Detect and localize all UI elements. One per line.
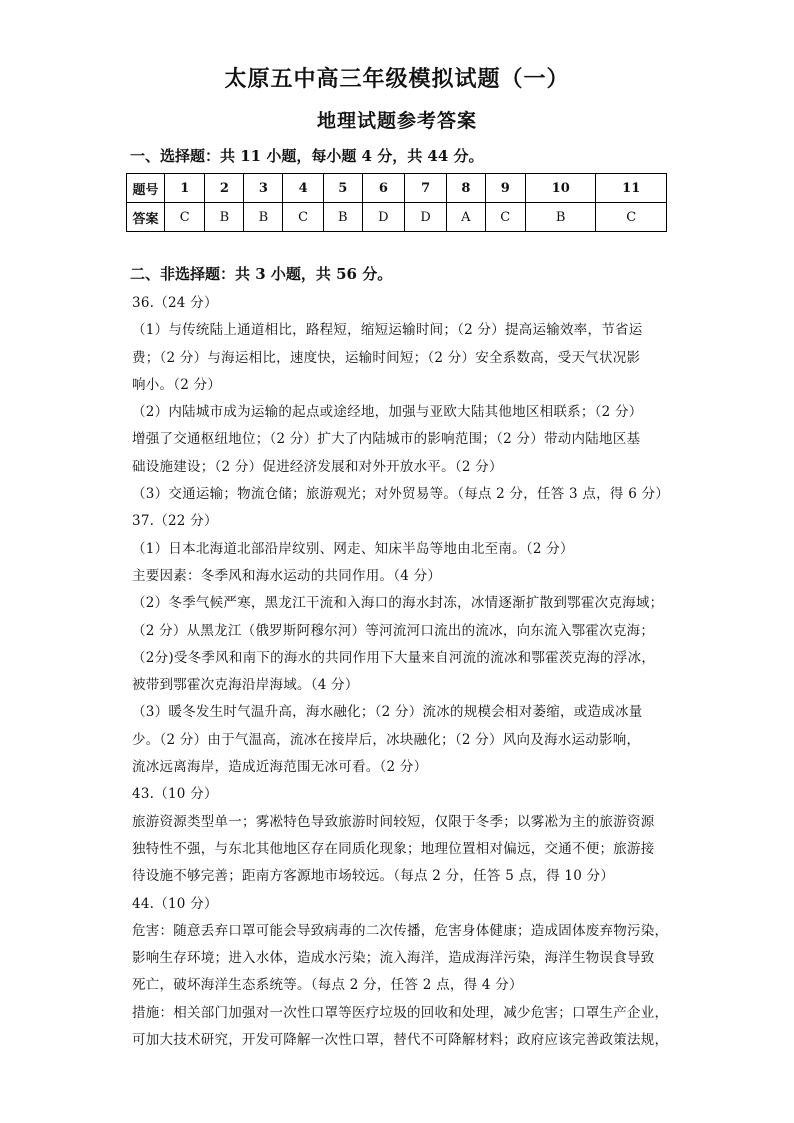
answer-text-line: 础设施建设；（2 分）促进经济发展和对外开放水平。（2 分） bbox=[132, 458, 503, 475]
answer-text-line: （2）内陆城市成为运输的起点或途经地，加强与亚欧大陆其他地区相联系；（2 分） bbox=[132, 404, 643, 421]
row-label-answer: 答案 bbox=[127, 203, 165, 232]
answer-text-line: （2分)受冬季风和南下的海水的共同作用下大量来自河流的流冰和鄂霍茨克海的浮冰， bbox=[132, 649, 656, 666]
answer-text-line: 独特性不强，与东北其他地区存在同质化现象；地理位置相对偏远，交通不便；旅游接 bbox=[132, 840, 655, 857]
answer-cell: C bbox=[283, 203, 323, 232]
answer-text-line: 死亡，破坏海洋生态系统等。（每点 2 分，任答 2 点，得 4 分） bbox=[132, 977, 523, 994]
answer-cell: D bbox=[362, 203, 404, 232]
question-number-cell: 7 bbox=[405, 174, 447, 203]
answer-text-line: （3）暖冬发生时气温升高，海水融化；（2 分）流冰的规模会相对萎缩，或造成冰量 bbox=[132, 704, 643, 721]
section-heading-free-response: 二、非选择题：共 3 小题，共 56 分。 bbox=[130, 265, 393, 283]
answer-cell: C bbox=[485, 203, 525, 232]
answer-text-line: 43.（10 分） bbox=[132, 786, 218, 803]
question-number-cell: 2 bbox=[205, 174, 244, 203]
answer-text-line: 费；（2 分）与海运相比，速度快，运输时间短；（2 分）安全系数高，受天气状况影 bbox=[132, 349, 641, 366]
answer-body-text bbox=[132, 290, 672, 1054]
answer-text-line: 待设施不够完善；距南方客源地市场较远。（每点 2 分，任答 5 点，得 10 分） bbox=[132, 868, 615, 885]
answer-text-line: 旅游资源类型单一；雾凇特色导致旅游时间较短，仅限于冬季；以雾凇为主的旅游资源 bbox=[132, 813, 655, 830]
answer-text-line: 主要因素：冬季风和海水运动的共同作用。（4 分） bbox=[132, 567, 442, 584]
answer-cell: C bbox=[165, 203, 205, 232]
question-number-cell: 6 bbox=[362, 174, 404, 203]
answer-cell: B bbox=[205, 203, 244, 232]
answer-text-line: 增强了交通枢纽地位；（2 分）扩大了内陆城市的影响范围；（2 分）带动内陆地区基 bbox=[132, 431, 641, 448]
answer-cell: D bbox=[405, 203, 447, 232]
answer-text-line: 37.（22 分） bbox=[132, 513, 218, 530]
answer-text-line: 可加大技术研究，开发可降解一次性口罩，替代不可降解材料；政府应该完善政策法规， bbox=[132, 1032, 669, 1049]
question-number-cell: 11 bbox=[596, 174, 667, 203]
answer-text-line: 少。（2 分）由于气温高，流冰在接岸后，冰块融化；（2 分）风向及海水运动影响， bbox=[132, 731, 641, 748]
answer-text-line: 44.（10 分） bbox=[132, 895, 218, 912]
answer-table bbox=[126, 173, 667, 232]
answer-text-line: 响小。（2 分） bbox=[132, 376, 222, 393]
question-number-cell: 5 bbox=[323, 174, 362, 203]
answer-cell: B bbox=[244, 203, 283, 232]
answer-text-line: （3）交通运输；物流仓储；旅游观光；对外贸易等。（每点 2 分，任答 3 点，得 6 分） bbox=[132, 486, 670, 503]
answer-text-line: 措施：相关部门加强对一次性口罩等医疗垃圾的回收和处理，减少危害；口罩生产企业， bbox=[132, 1004, 669, 1021]
question-number-cell: 1 bbox=[165, 174, 205, 203]
question-number-cell: 8 bbox=[447, 174, 485, 203]
document-subtitle: 地理试题参考答案 bbox=[316, 110, 477, 132]
answer-cell: A bbox=[447, 203, 485, 232]
question-number-row bbox=[127, 174, 667, 203]
answer-cell: C bbox=[596, 203, 667, 232]
answer-text-line: 危害：随意丢弃口罩可能会导致病毒的二次传播，危害身体健康；造成固体废弃物污染， bbox=[132, 922, 669, 939]
answer-cell: B bbox=[323, 203, 362, 232]
answer-text-line: 被带到鄂霍次克海沿岸海域。（4 分） bbox=[132, 677, 359, 694]
answer-text-line: （1）日本北海道北部沿岸纹别、网走、知床半岛等地由北至南。（2 分） bbox=[132, 540, 574, 557]
answer-text-line: （1）与传统陆上通道相比，路程短，缩短运输时间；（2 分）提高运输效率，节省运 bbox=[132, 322, 643, 339]
question-number-cell: 4 bbox=[283, 174, 323, 203]
row-label-question-number: 题号 bbox=[127, 174, 165, 203]
answer-text-line: （2）冬季气候严寒，黑龙江干流和入海口的海水封冻，冰情逐渐扩散到鄂霍次克海域； bbox=[132, 595, 664, 612]
answer-text-line: 36.（24 分） bbox=[132, 295, 218, 311]
answer-text-line: （2 分）从黑龙江（俄罗斯阿穆尔河）等河流河口流出的流冰，向东流入鄂霍次克海； bbox=[132, 622, 655, 639]
answer-row bbox=[127, 203, 667, 232]
question-number-cell: 10 bbox=[525, 174, 595, 203]
answer-cell: B bbox=[525, 203, 595, 232]
question-number-cell: 9 bbox=[485, 174, 525, 203]
document-title: 太原五中高三年级模拟试题（一） bbox=[224, 66, 570, 92]
question-number-cell: 3 bbox=[244, 174, 283, 203]
answer-text-line: 影响生存环境；进入水体，造成水污染；流入海洋，造成海洋污染，海洋生物误食导致 bbox=[132, 950, 655, 967]
answer-text-line: 流冰远离海岸，造成近海范围无冰可看。（2 分） bbox=[132, 759, 428, 776]
section-heading-multiple-choice: 一、选择题：共 11 小题，每小题 4 分，共 44 分。 bbox=[130, 147, 484, 165]
